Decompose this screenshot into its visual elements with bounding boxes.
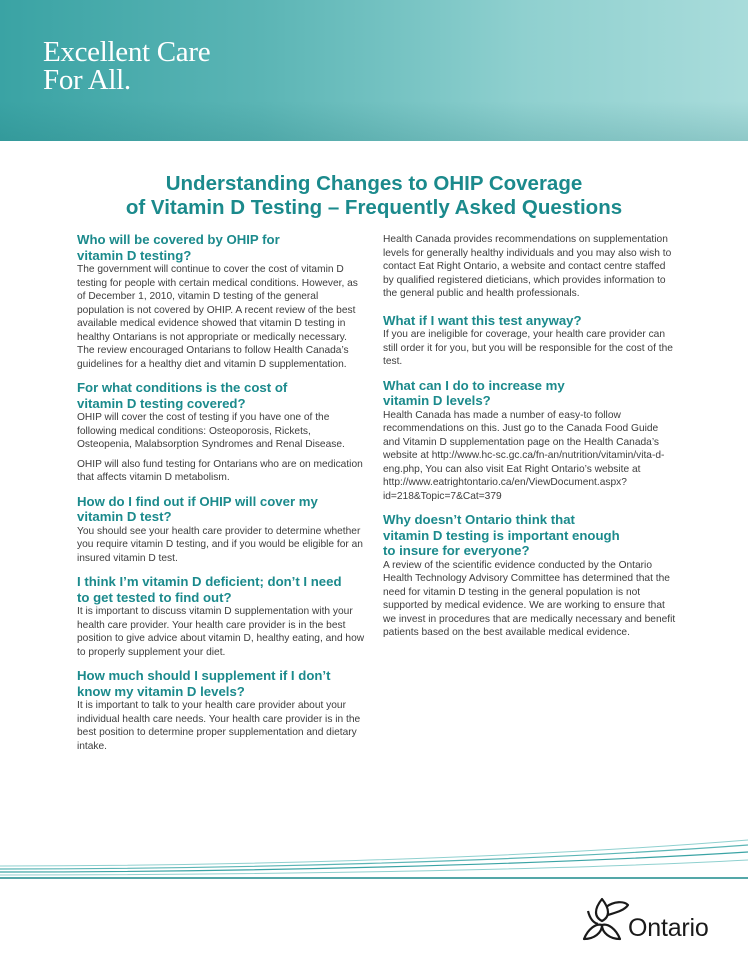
- faq-question: [383, 512, 677, 559]
- tagline: [43, 38, 210, 94]
- title-line-1: Understanding Changes to OHIP Coverage: [165, 172, 583, 195]
- right-column: [383, 233, 677, 649]
- faq-answer: It is important to discuss vitamin D supplementation with your health care provider. Your health care provider is in the best position to give advice about vitamin D, healthy eating, and how to properly supplement your diet.: [77, 606, 365, 658]
- question-line: vitamin D testing?: [77, 247, 192, 263]
- faq-section: [383, 512, 677, 640]
- faq-section: [77, 380, 367, 485]
- question-line: For what conditions is the cost of: [77, 380, 288, 395]
- left-column: [77, 232, 367, 762]
- question-line: to get tested to find out?: [77, 589, 232, 605]
- question-line: What if I want this test anyway?: [383, 312, 582, 328]
- question-line: vitamin D test?: [77, 509, 172, 524]
- tagline-line-1: Excellent Care: [43, 36, 211, 68]
- title-line-2: of Vitamin D Testing – Frequently Asked Questions: [125, 196, 623, 219]
- faq-answer: You should see your health care provider to determine whether you require vitamin D testing, and if you would be eligible for an insured vitamin D test.: [77, 525, 363, 564]
- faq-question: [77, 380, 367, 411]
- question-line: Who will be covered by OHIP for: [77, 232, 280, 247]
- faq-question: [383, 313, 677, 329]
- faq-section: [383, 378, 677, 504]
- document-title: [0, 172, 748, 220]
- faq-answer: OHIP will cover the cost of testing if you have one of the following medical conditions: Osteoporosis, Rickets, Osteopenia, Malabsorption Syndromes and Renal Disease.: [77, 412, 345, 450]
- faq-question: [77, 494, 367, 525]
- question-line: What can I do to increase my: [383, 377, 565, 393]
- faq-answer: A review of the scientific evidence conducted by the Ontario Health Technology Advisory Committee has determined that the need for vitamin D testing in the general population is not supported by medical evidence. We are working to ensure that we invest in procedures that are medically necessary and benefit patients based on the best available medical evidence.: [383, 559, 676, 638]
- header-banner: [0, 0, 748, 141]
- question-line: know my vitamin D levels?: [77, 683, 245, 699]
- faq-question: [77, 668, 367, 699]
- faq-section: [77, 494, 367, 566]
- question-line: vitamin D levels?: [383, 393, 491, 408]
- question-line: vitamin D testing covered?: [77, 395, 246, 411]
- ontario-logo-text: Ontario: [628, 914, 709, 942]
- question-line: How much should I supplement if I don’t: [77, 668, 331, 683]
- faq-question: [77, 574, 367, 605]
- faq-answer: If you are ineligible for coverage, your health care provider can still order it for you, but you will be responsible for the cost of the test.: [383, 329, 673, 367]
- question-line: I think I’m vitamin D deficient; don’t I need: [77, 574, 342, 589]
- decorative-wave-lines: [0, 830, 748, 880]
- question-line: Why doesn’t Ontario think that: [383, 512, 575, 527]
- faq-section: [77, 668, 367, 753]
- question-line: How do I find out if OHIP will cover my: [77, 493, 318, 509]
- question-line: vitamin D testing is important enough: [383, 527, 620, 543]
- faq-answer: OHIP will also fund testing for Ontarians who are on medication that affects vitamin D metabolism.: [77, 458, 363, 483]
- faq-answer: It is important to talk to your health care provider about your individual health care needs. Your health care provider is in the best position to determine proper supplementation and dietary intake.: [77, 700, 361, 752]
- faq-question: [77, 232, 367, 263]
- intro-paragraph: Health Canada provides recommendations on supplementation levels for generally healthy individuals and you may also wish to contact Eat Right Ontario, a website and contact centre staffed by qualified registered dieticians, which provides information to the general public and health professionals.: [383, 234, 672, 299]
- question-line: to insure for everyone?: [383, 543, 530, 558]
- faq-question: [383, 378, 677, 409]
- faq-section: [383, 313, 677, 369]
- faq-answer: The government will continue to cover the cost of vitamin D testing for people with certain medical conditions. However, as of December 1, 2010, vitamin D testing of the general population is not covered by OHIP. A recent review of the best available medical evidence showed that vitamin D testing in healthy Ontarians is not appropriate or medically necessary. The review encouraged Ontarians to follow Health Canada’s guidelines for a healthy diet and vitamin D supplementation.: [77, 264, 358, 370]
- faq-section: [77, 232, 367, 371]
- faq-answer: Health Canada has made a number of easy-to follow recommendations on this. Just go to the Canada Food Guide and Vitamin D supplementation page on the Health Canada’s website at http://www.hc-sc.gc.ca/fn-an/nutrition/vitamin/vita-d-eng.php, You can also visit Eat Right Ontario’s website at http://www.eatrightontario.ca/en/ViewDocument.aspx?id=218&Topic=7&Cat=379: [383, 409, 665, 502]
- faq-section: [77, 574, 367, 659]
- tagline-line-2: For All.: [43, 64, 131, 96]
